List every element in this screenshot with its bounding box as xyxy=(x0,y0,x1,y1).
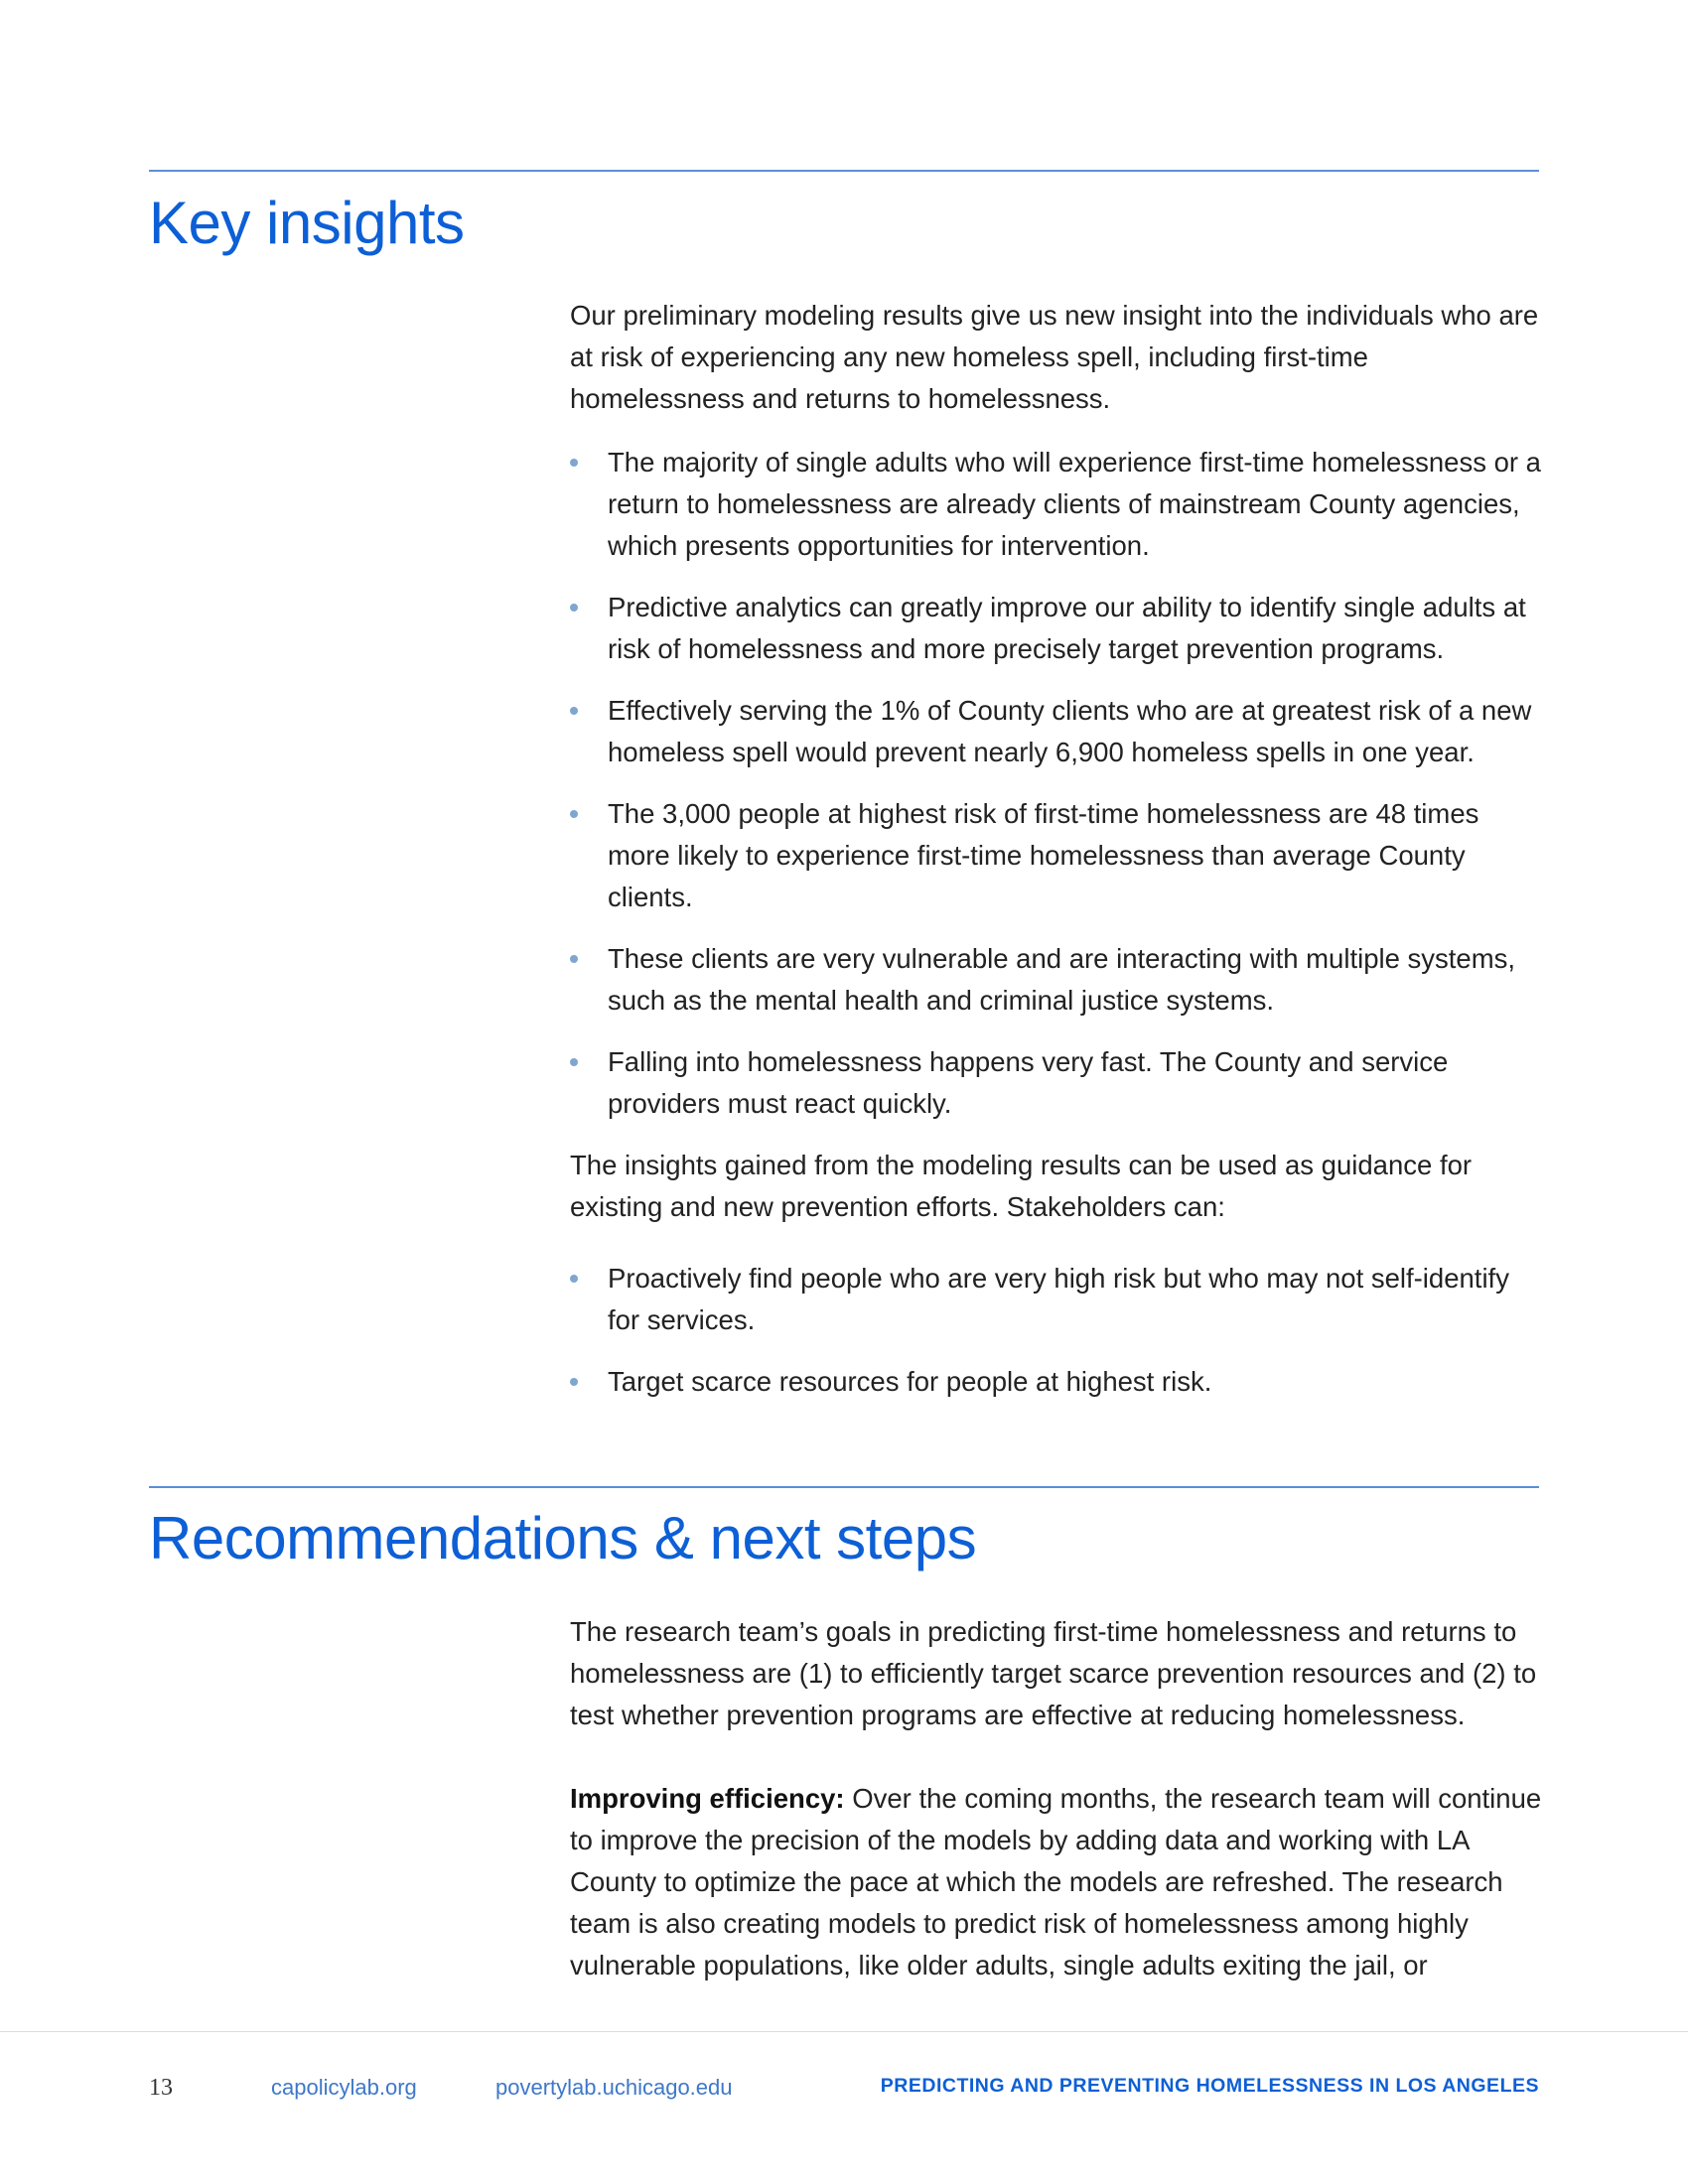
list-item xyxy=(570,442,1543,567)
bullet-text: Predictive analytics can greatly improve our ability to identify single adults at risk of homelessness and more precisely target prevention programs. xyxy=(608,592,1526,664)
bullet-icon xyxy=(570,1275,578,1283)
bullet-icon xyxy=(570,707,578,715)
footer-link-povertylab[interactable]: povertylab.uchicago.edu xyxy=(495,2075,733,2100)
heading-key-insights: Key insights xyxy=(149,190,465,256)
page-number: 13 xyxy=(149,2075,173,2101)
heading-recommendations: Recommendations & next steps xyxy=(149,1505,977,1571)
key-insights-list xyxy=(570,442,1543,1125)
bullet-icon xyxy=(570,459,578,467)
recommendations-intro: The research team’s goals in predicting first-time homelessness and returns to homelessness are (1) to efficiently target scarce prevention resources and (2) to test whether prevention programs are effective at reducing homelessness. xyxy=(570,1616,1537,1730)
bullet-icon xyxy=(570,955,578,963)
bullet-icon xyxy=(570,810,578,818)
list-item xyxy=(570,1258,1543,1341)
list-item xyxy=(570,690,1543,773)
bullet-text: Target scarce resources for people at highest risk. xyxy=(608,1366,1212,1397)
bullet-text: Falling into homelessness happens very fast. The County and service providers must react quickly. xyxy=(608,1046,1449,1119)
stakeholder-list xyxy=(570,1258,1543,1403)
bullet-text: The 3,000 people at highest risk of first-time homelessness are 48 times more likely to experience first-time homelessness than average County clients. xyxy=(608,798,1479,912)
improving-efficiency-label: Improving efficiency: xyxy=(570,1783,845,1814)
list-item xyxy=(570,587,1543,670)
bullet-icon xyxy=(570,604,578,612)
improving-efficiency-paragraph xyxy=(570,1778,1543,1986)
footer-link-capolicylab[interactable]: capolicylab.org xyxy=(271,2075,417,2100)
guidance-paragraph: The insights gained from the modeling results can be used as guidance for existing and new prevention efforts. Stakeholders can: xyxy=(570,1150,1473,1222)
bullet-icon xyxy=(570,1058,578,1066)
improving-efficiency-text: Over the coming months, the research team will continue to improve the precision of the models by adding data and working with LA County to optimize the pace at which the models are refreshed. The research team is also creating models to predict risk of homelessness among highly vulnerable populations, like older adults, single adults exiting the jail, or xyxy=(570,1783,1542,1980)
list-item xyxy=(570,938,1543,1022)
list-item xyxy=(570,793,1543,918)
bullet-text: These clients are very vulnerable and are interacting with multiple systems, such as the mental health and criminal justice systems. xyxy=(608,943,1516,1016)
bullet-text: Proactively find people who are very high risk but who may not self-identify for services. xyxy=(608,1263,1509,1335)
section-divider-recommendations xyxy=(149,1486,1539,1488)
footer-divider xyxy=(0,2031,1688,2032)
bullet-text: The majority of single adults who will experience first-time homelessness or a return to homelessness are already clients of mainstream County agencies, which presents opportunities for intervention. xyxy=(608,447,1541,561)
recommendations-body xyxy=(570,1611,1543,1986)
list-item xyxy=(570,1041,1543,1125)
list-item xyxy=(570,1361,1543,1403)
footer-report-title: PREDICTING AND PREVENTING HOMELESSNESS IN LOS ANGELES xyxy=(880,2075,1539,2097)
bullet-icon xyxy=(570,1378,578,1386)
section-divider-key-insights xyxy=(149,170,1539,172)
bullet-text: Effectively serving the 1% of County clients who are at greatest risk of a new homeless spell would prevent nearly 6,900 homeless spells in one year. xyxy=(608,695,1532,767)
key-insights-intro: Our preliminary modeling results give us new insight into the individuals who are at risk of experiencing any new homeless spell, including first-time homelessness and returns to homelessness. xyxy=(570,300,1539,414)
key-insights-body xyxy=(570,295,1543,1423)
